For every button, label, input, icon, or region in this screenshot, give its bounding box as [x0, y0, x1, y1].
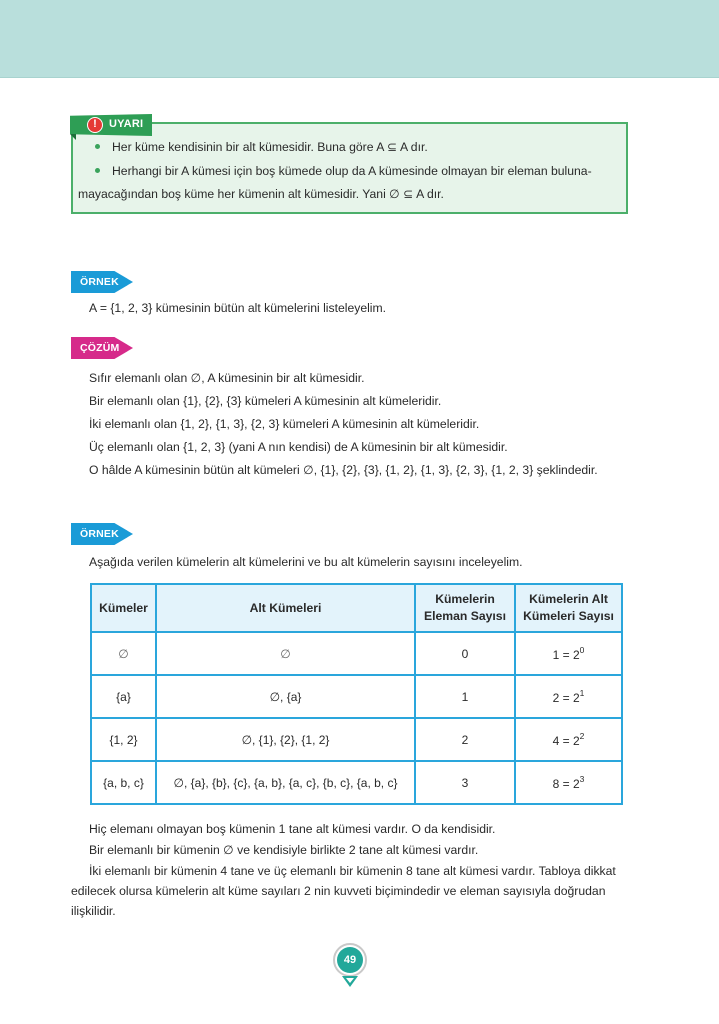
- warning-label: UYARI: [109, 118, 144, 130]
- table-row: [91, 632, 622, 675]
- exclamation-icon: !: [87, 117, 103, 133]
- cell-count: 0: [415, 632, 515, 675]
- bullet-icon: [95, 144, 100, 149]
- header-subset-count: Kümelerin Alt Kümeleri Sayısı: [515, 584, 622, 632]
- cell-subsets: ∅, {1}, {2}, {1, 2}: [156, 718, 415, 761]
- conclusion-line-2: Bir elemanlı bir kümenin ∅ ve kendisiyle birlikte 2 tane alt kümesi vardır.: [89, 843, 479, 857]
- cell-subset-count: $8 = 2^3$: [515, 761, 622, 804]
- conclusion-line-1: Hiç elemanı olmayan boş kümenin 1 tane alt kümesi vardır. O da kendisidir.: [89, 822, 496, 836]
- cell-subset-count: $4 = 2^2$: [515, 718, 622, 761]
- warning-item-2-cont: mayacağından boş küme her kümenin alt kümesidir. Yani ∅ ⊆ A dır.: [78, 187, 444, 201]
- solution-line-3: İki elemanlı olan {1, 2}, {1, 3}, {2, 3} kümeleri A kümesinin alt kümeleridir.: [89, 417, 480, 431]
- cell-subset-count: $2 = 2^1$: [515, 675, 622, 718]
- table-row: [91, 761, 622, 804]
- solution-line-2: Bir elemanlı olan {1}, {2}, {3} kümeleri A kümesinin alt kümeleridir.: [89, 394, 442, 408]
- table-row: [91, 675, 622, 718]
- warning-item-1: Her küme kendisinin bir alt kümesidir. Buna göre A ⊆ A dır.: [95, 140, 428, 154]
- table-header-row: [91, 584, 622, 632]
- header-band: [0, 0, 719, 78]
- header-element-count: Kümelerin Eleman Sayısı: [415, 584, 515, 632]
- subsets-table: [90, 583, 623, 805]
- header-sets: Kümeler: [91, 584, 156, 632]
- solution-line-5: O hâlde A kümesinin bütün alt kümeleri ∅, {1}, {2}, {3}, {1, 2}, {1, 3}, {2, 3}, {1, 2, 3} şeklindedir.: [89, 463, 598, 477]
- conclusion-line-4: edilecek olursa kümelerin alt küme sayıları 2 nin kuvveti biçimindedir ve eleman sayısıyla doğrudan: [71, 884, 606, 898]
- cell-count: 1: [415, 675, 515, 718]
- page-number-badge: [333, 943, 367, 989]
- warning-tag: [70, 114, 152, 136]
- cell-count: 2: [415, 718, 515, 761]
- example-1-text: A = {1, 2, 3} kümesinin bütün alt kümelerini listeleyelim.: [89, 301, 387, 315]
- cell-set: {a}: [91, 675, 156, 718]
- bullet-icon: [95, 168, 100, 173]
- cell-set: {1, 2}: [91, 718, 156, 761]
- cell-count: 3: [415, 761, 515, 804]
- conclusion-line-5: ilişkilidir.: [71, 904, 116, 918]
- cell-set: ∅: [91, 632, 156, 675]
- example-tag-1: ÖRNEK: [71, 271, 133, 293]
- warning-item-2: Herhangi bir A kümesi için boş kümede olup da A kümesinde olmayan bir eleman buluna-: [95, 164, 592, 178]
- conclusion-line-3: İki elemanlı bir kümenin 4 tane ve üç elemanlı bir kümenin 8 tane alt kümesi vardır. Tabloya dikkat: [89, 864, 616, 878]
- cell-subsets: ∅: [156, 632, 415, 675]
- cell-subsets: ∅, {a}: [156, 675, 415, 718]
- solution-line-1: Sıfır elemanlı olan ∅, A kümesinin bir alt kümesidir.: [89, 371, 365, 385]
- solution-tag: ÇÖZÜM: [71, 337, 133, 359]
- example-2-text: Aşağıda verilen kümelerin alt kümelerini ve bu alt kümelerin sayısını inceleyelim.: [89, 555, 523, 569]
- cell-subsets: ∅, {a}, {b}, {c}, {a, b}, {a, c}, {b, c}, {a, b, c}: [156, 761, 415, 804]
- cell-subset-count: $1 = 2^0$: [515, 632, 622, 675]
- example-tag-2: ÖRNEK: [71, 523, 133, 545]
- header-subsets: Alt Kümeleri: [156, 584, 415, 632]
- table-row: [91, 718, 622, 761]
- page-number: 49: [337, 947, 363, 973]
- solution-line-4: Üç elemanlı olan {1, 2, 3} (yani A nın kendisi) de A kümesinin bir alt kümesidir.: [89, 440, 508, 454]
- cell-set: {a, b, c}: [91, 761, 156, 804]
